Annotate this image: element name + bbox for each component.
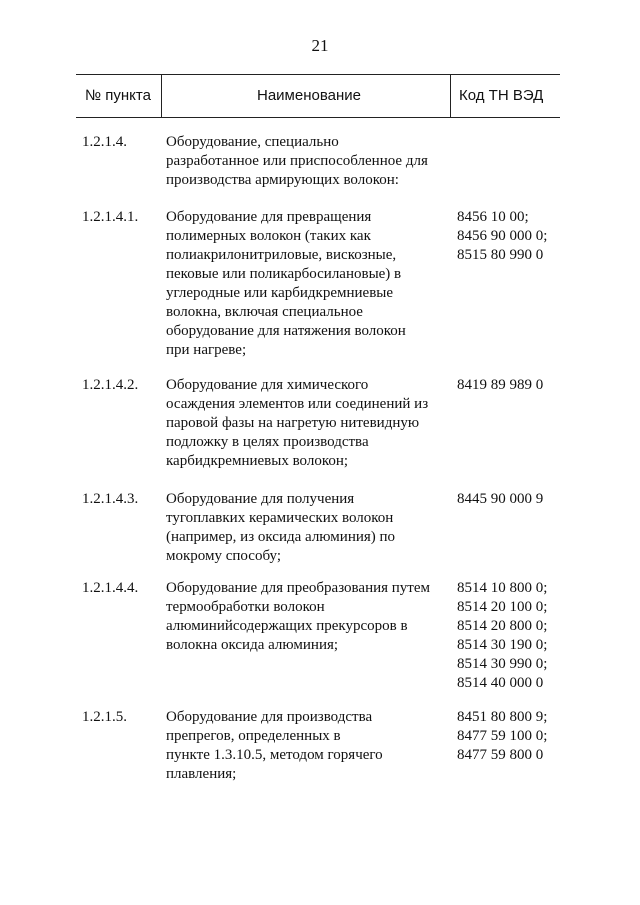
- customs-code-line: 8514 10 800 0;: [457, 580, 548, 596]
- item-name-line: Оборудование для химического: [166, 377, 369, 393]
- item-name-line: (например, из оксида алюминия) по: [166, 529, 396, 545]
- item-name-line: полимерных волокон (таких как: [166, 228, 371, 244]
- item-name-line: волокна, включая специальное: [166, 304, 363, 320]
- item-name-line: мокрому способу;: [166, 548, 281, 564]
- item-name-line: оборудование для натяжения волокон: [166, 323, 406, 339]
- customs-code-line: 8419 89 989 0: [457, 377, 544, 393]
- item-name-line: подложку в целях производства: [166, 434, 369, 450]
- header-divider-2: [450, 74, 451, 117]
- customs-code-line: 8456 10 00;: [457, 209, 529, 225]
- item-name-line: пековые или поликарбосилановые) в: [166, 266, 402, 282]
- customs-code-line: 8514 30 190 0;: [457, 637, 548, 653]
- header-customs-code: Код ТН ВЭД: [459, 87, 544, 104]
- item-number: 1.2.1.4.3.: [82, 491, 139, 507]
- item-name-line: осаждения элементов или соединений из: [166, 396, 429, 412]
- customs-code-line: 8514 20 800 0;: [457, 618, 548, 634]
- item-name-line: алюминийсодержащих прекурсоров в: [166, 618, 408, 634]
- customs-code-line: 8445 90 000 9: [457, 491, 544, 507]
- customs-code-line: 8477 59 800 0: [457, 747, 544, 763]
- customs-code: [457, 376, 577, 395]
- item-name-line: паровой фазы на нагретую нитевидную: [166, 415, 420, 431]
- customs-code-line: 8515 80 990 0: [457, 247, 544, 263]
- item-name-line: волокна оксида алюминия;: [166, 637, 339, 653]
- item-number: 1.2.1.4.4.: [82, 580, 139, 596]
- header-divider-1: [161, 74, 162, 117]
- item-name: [166, 490, 452, 566]
- item-name-line: производства армирующих волокон:: [166, 172, 399, 188]
- item-name: [166, 208, 452, 360]
- customs-code-line: 8456 90 000 0;: [457, 228, 548, 244]
- item-name-line: Оборудование для производства: [166, 709, 373, 725]
- item-name-line: Оборудование, специально: [166, 134, 339, 150]
- item-name-line: углеродные или карбидкремниевые: [166, 285, 394, 301]
- item-name-line: препрегов, определенных в: [166, 728, 341, 744]
- customs-code-line: 8477 59 100 0;: [457, 728, 548, 744]
- item-name: [166, 579, 452, 655]
- item-name-line: пункте 1.3.10.5, методом горячего: [166, 747, 383, 763]
- item-name-line: полиакрилонитриловые, вискозные,: [166, 247, 397, 263]
- customs-code-line: 8514 40 000 0: [457, 675, 544, 691]
- customs-code-line: 8514 30 990 0;: [457, 656, 548, 672]
- item-name-line: термообработки волокон: [166, 599, 325, 615]
- header-item-number: № пункта: [85, 87, 151, 104]
- page-number: 21: [311, 36, 329, 55]
- customs-code: [457, 208, 577, 265]
- item-name: [166, 708, 452, 784]
- customs-code: [457, 579, 577, 693]
- item-name-line: при нагреве;: [166, 342, 247, 358]
- customs-code-line: 8514 20 100 0;: [457, 599, 548, 615]
- item-name-line: плавления;: [166, 766, 237, 782]
- item-number: 1.2.1.5.: [82, 709, 127, 725]
- customs-code: [457, 708, 577, 765]
- item-name-line: Оборудование для превращения: [166, 209, 372, 225]
- item-name-line: карбидкремниевых волокон;: [166, 453, 349, 469]
- item-name-line: разработанное или приспособленное для: [166, 153, 428, 169]
- table-header-top-rule: [76, 74, 560, 75]
- customs-code: [457, 490, 577, 509]
- item-name-line: тугоплавких керамических волокон: [166, 510, 394, 526]
- item-name-line: Оборудование для получения: [166, 491, 355, 507]
- item-number: 1.2.1.4.2.: [82, 377, 139, 393]
- header-item-name: Наименование: [257, 87, 361, 104]
- item-name-line: Оборудование для преобразования путем: [166, 580, 431, 596]
- item-number: 1.2.1.4.1.: [82, 209, 139, 225]
- table-header-bottom-rule: [76, 117, 560, 118]
- item-number: 1.2.1.4.: [82, 134, 127, 150]
- customs-code-line: 8451 80 800 9;: [457, 709, 548, 725]
- item-name: [166, 133, 452, 190]
- item-name: [166, 376, 452, 471]
